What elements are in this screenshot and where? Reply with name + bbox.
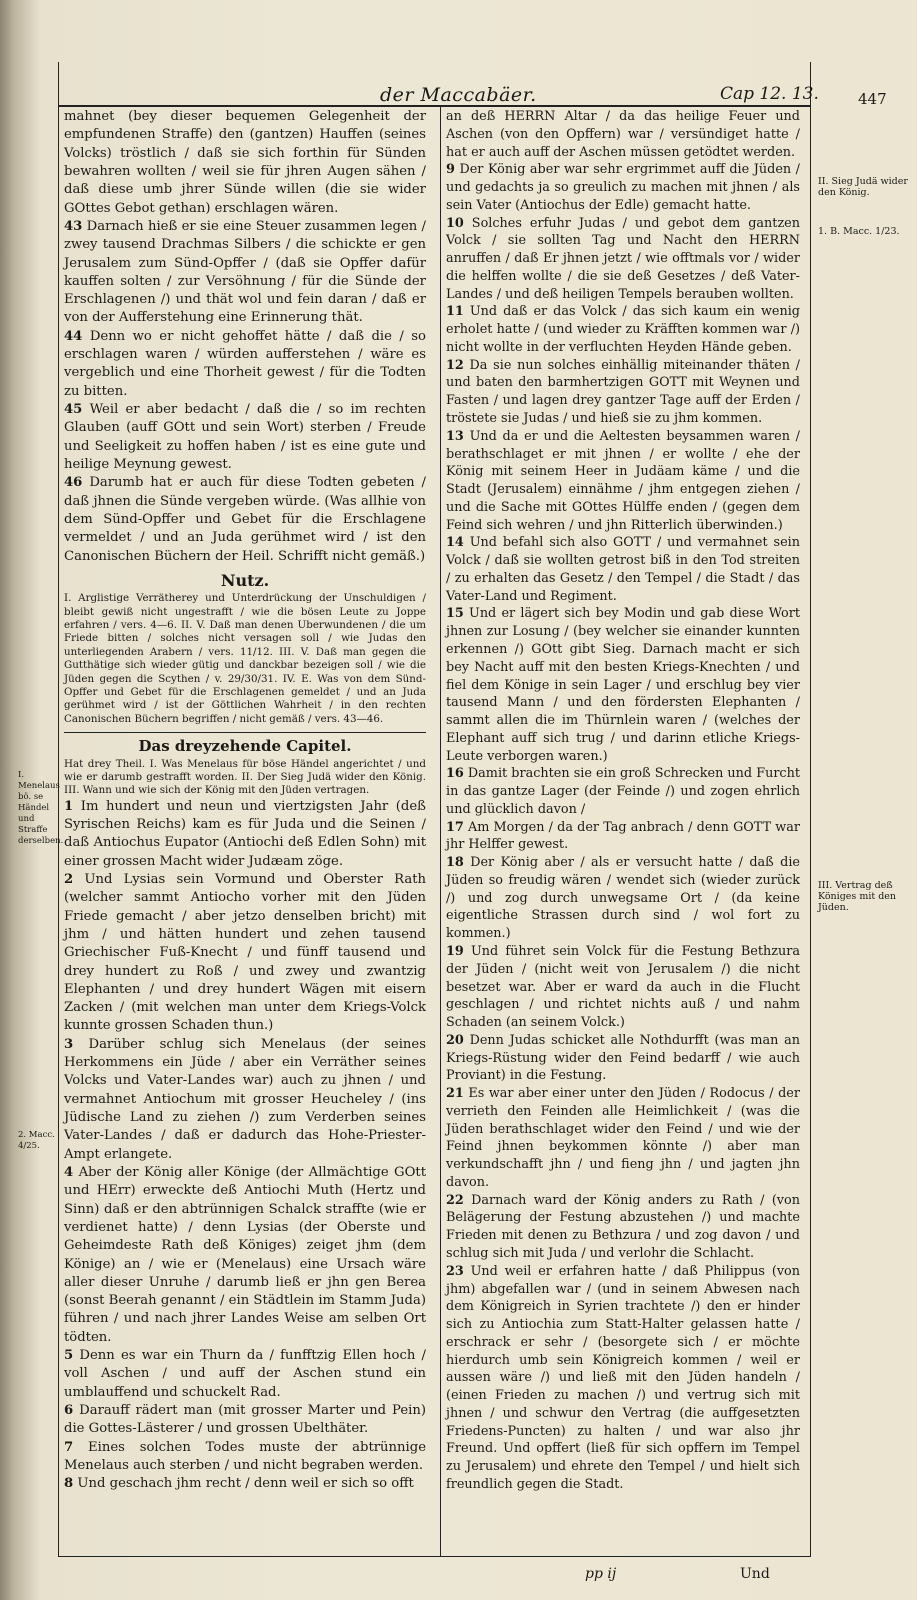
verse-18 — [446, 854, 800, 943]
column-divider — [440, 105, 441, 1556]
verse-number: 23 — [446, 1263, 464, 1279]
verse-21 — [446, 1085, 800, 1192]
verse-11 — [446, 303, 800, 356]
verse-text: Darnach hieß er sie eine Steuer zusammen legen / zwey tausend Drachmas Silbers / die schickte er gen Jerusalem zum Sünd-Opffer / (daß sie Opffer dafür kauffen solten / zur Versöhnung / für die Sünde der Erschlagenen /) und thät wol und fein daran / daß er von der Aufferstehung eine Erinnerung thät. — [64, 218, 426, 326]
verse-number: 46 — [64, 475, 83, 491]
verse-16 — [446, 765, 800, 818]
verse-text: Darnach ward der König anders zu Rath / (von Belägerung der Festung abzustehen /) und machte Frieden mit denen zu Bethzura / und zog davon / und schlug sich mit Juda / und verlohr die Schlacht. — [446, 1192, 800, 1261]
verse-text: Denn wo er nicht gehoffet hätte / daß die / so erschlagen waren / würden aufferstehen / wäre es vergeblich und eine Thorheit gewest / für die Todten zu bitten. — [64, 328, 426, 399]
verse-17 — [446, 819, 800, 855]
verse-text: Damit brachten sie ein groß Schrecken und Furcht in das gantze Lager (der Feinde /) und zogen ehrlich und glücklich davon / — [446, 766, 800, 817]
margin-note-menelaus: I. Menelaus bö. se Händel und Straffe derselben. — [18, 770, 64, 846]
chapter-verse-8 — [64, 1475, 426, 1493]
footer-rule — [58, 1556, 810, 1557]
verse-text: Und Lysias sein Vormund und Oberster Rath (welcher sammt Antiocho vorher mit den Jüden Friede gemacht / aber jetzo denselben bricht) mit jhm / und hätten hundert und zehen tausend Griechischer Fuß-Knecht / und fünff tausend und drey hundert zu Roß / und zwey und zwantzig Elephanten / und drey hundert Wägen mit eisern Zacken / (mit welchen man unter dem Kriegs-Volck kunnte grossen Schaden thun.) — [64, 871, 426, 1034]
verse-number: 18 — [446, 855, 464, 871]
margin-note-macc-ref: 2. Macc. 4/25. — [18, 1130, 55, 1151]
verse-text: Und weil er erfahren hatte / daß Philippus (von jhm) abgefallen war / (und in seinem Abwesen nach dem Königreich in Syrien trachtete /) den er hinder sich zu Antiochia zum Statt-Halter gelassen hatte / erschrack er sehr / (besorgete sich / er möchte hierdurch umb sein Königreich kommen / weil er aussen wäre /) und ließ mit den Jüden handeln / (einen Frieden zu machen /) und vertrug sich mit jhnen / und schwur den Vertrag (die auffgesetzten Friedens-Puncten) zu halten / und war also jhr Freund. Und opffert (ließ für sich opffern im Tempel zu Jerusalem) und ehrete den Tempel / und hielt sich freundlich gegen die Stadt. — [446, 1263, 800, 1492]
verse-text: Darauff rädert man (mit grosser Marter und Pein) die Gottes-Lästerer / und grossen Ubelthäter. — [64, 1403, 426, 1437]
verse-text: Da sie nun solches einhällig miteinander thäten / und baten den barmhertzigen GOTT mit Weynen und Fasten / und lagen drey gantzer Tage auff der Erden / tröstete sie Judas / und hieß sie zu jhm kommen. — [446, 357, 800, 427]
verse-44 — [64, 328, 426, 401]
verse-13 — [446, 428, 800, 535]
verse-number: 14 — [446, 535, 464, 551]
verse-text: Weil er aber bedacht / daß die / so im rechten Glauben (auff GOtt und sein Wort) sterben / Freude und Seeligkeit zu hoffen haben / ist es eine gute und heilige Meynung gewest. — [64, 402, 426, 472]
verse-number: 3 — [64, 1036, 74, 1052]
catchword: Und — [740, 1566, 770, 1582]
verse-text: Und daß er das Volck / das sich kaum ein wenig erholet hatte / (und wieder zu Kräfften kommen war /) nicht wollte in der verfluchten Heyden Hände geben. — [446, 304, 800, 355]
verse-number: 8 — [64, 1476, 74, 1492]
verse-text: Eines solchen Todes muste der abtrünnige Menelaus auch sterben / und nicht begraben werden. — [64, 1439, 427, 1473]
verse-19 — [446, 943, 800, 1032]
verse-text: Denn Judas schicket alle Nothdurfft (was man an Kriegs-Rüstung wider den Feind bedarff / wie auch Proviant) in die Festung. — [446, 1032, 800, 1084]
chapter-13-block — [64, 732, 426, 798]
chapter-verse-3 — [64, 1036, 426, 1164]
right-column — [446, 108, 800, 1494]
nutz-text: I. Arglistige Verrätherey und Unterdrückung der Unschuldigen / bleibt gewiß nicht ungestrafft / wie die bösen Leute zu Joppe erfahren / vers. 4—6. II. V. Daß man denen Uberwundenen / die um Friede bitten / solches nicht versagen soll / wie Judas den unterliegenden Arabern / vers. 11/12. III. V. Daß man gegen die Gutthätige sich wieder gütig und danckbar bezeigen soll / wie die Jüden gegen die Scythen / v. 29/30/31. IV. E. Was von dem Sünd-Opffer und Gebet für die Erschlagenen gemeldet / und an Juda gerühmet wird / ist der Göttlichen Wahrheit / in den rechten Canonischen Büchern begriffen / nicht gemäß / vers. 43—46. — [64, 592, 426, 725]
verse-number: 4 — [64, 1164, 74, 1180]
verse-15 — [446, 605, 800, 765]
verse-text: Im hundert und neun und viertzigsten Jahr (deß Syrischen Reichs) kam es für Juda und die Seinen / daß Antiochus Eupator (Antiochi deß Edlen Sohn) mit einer grossen Macht wider Judæam zöge. — [64, 798, 426, 869]
verse-text: Der König aber / als er versucht hatte / daß die Jüden so freudig wären / wendet sich (wieder zurück /) und zog durch unwegsame Ort / (da keine eigentliche Strassen durch sind / wol fort zu kommen.) — [446, 855, 800, 942]
chapter-verse-4 — [64, 1164, 426, 1347]
verse-number: 11 — [446, 304, 464, 320]
verse-number: 15 — [446, 606, 464, 622]
verse-text: Der König aber war sehr ergrimmet auff die Jüden / und gedachts ja so greulich zu machen mit jhnen / als sein Vater (Antiochus der Edle) gemacht hatte. — [446, 162, 800, 213]
right-border-rule — [810, 62, 811, 1557]
running-title: der Maccabäer. — [380, 84, 537, 106]
verse-text: Und führet sein Volck für die Festung Bethzura der Jüden / (nicht weit von Jerusalem /) die nicht besetzet war. Aber er ward da auch in die Flucht geschlagen / und richtet nichts auß / und nahm Schaden (an seinem Volck.) — [446, 943, 800, 1031]
chapter-summary: Hat drey Theil. I. Was Menelaus für böse Händel angerichtet / und wie er darumb gestrafft worden. II. Der Sieg Judä wider den König. III. Wann und wie sich der König mit den Jüden vertragen. — [64, 757, 426, 797]
verse-text: Darumb hat er auch für diese Todten gebeten / daß jhnen die Sünde vergeben würde. (Was allhie von dem Sünd-Opffer und Gebet für die Erschlagene vermeldet / und an Juda gerühmet wird / ist den Canonischen Büchern der Heil. Schrifft nicht gemäß.) — [64, 475, 426, 564]
verse-text: Es war aber einer unter den Jüden / Rodocus / der verrieth den Feinden alle Heimlichkeit / (was die Jüden berathschlaget wider den Feind / und wie der Feind jhnen beykommen könnte /) aber man verkundschafft jhn / und fieng jhn / und jagten jhn davon. — [446, 1086, 800, 1190]
chapter-verse-5 — [64, 1347, 426, 1402]
verse-text: Und befahl sich also GOTT / und vermahnet sein Volck / daß sie wollten getrost biß in den Tod streiten / zu erhalten das Gesetz / den Tempel / die Stadt / das Vater-Land und Regiment. — [446, 535, 800, 604]
verse-number: 20 — [446, 1032, 464, 1048]
verse-text: Aber der König aller Könige (der Allmächtige GOtt und HErr) erweckte deß Antiochi Muth (Hertz und Sinn) daß er den abtrünnigen Schalck straffte (wie er verdienet hatte) / denn Lysias (der Oberste und Geheimdeste Rath deß Königes) zeiget jhm (dem Könige) an / wie er (Menelaus) eine Ursach wäre aller dieser Unruhe / darumb ließ er jhn gen Berea (sonst Beerah genannt / ein Städtlein im Stamm Juda) führen / und nach jhrer Landes Weise am selben Ort tödten. — [64, 1164, 426, 1345]
verse-8-continued: an deß HERRN Altar / da das heilige Feuer und Aschen (von den Opffern) war / versündiget hatte / hat er auch auff der Aschen müssen getödtet werden. — [446, 109, 800, 160]
verse-number: 7 — [64, 1439, 74, 1455]
verse-number: 2 — [64, 871, 74, 887]
verse-number: 6 — [64, 1403, 74, 1419]
signature-mark: pp ij — [585, 1566, 617, 1582]
verse-46 — [64, 474, 426, 566]
verse-number: 22 — [446, 1192, 464, 1208]
verse-number: 45 — [64, 402, 83, 417]
verse-14 — [446, 534, 800, 605]
chapter-verse-1 — [64, 798, 426, 871]
verse-number: 12 — [446, 357, 464, 373]
chapter-heading: Cap 12. 13. — [720, 84, 819, 104]
verse-text: Und er lägert sich bey Modin und gab diese Wort jhnen zur Losung / (bey welcher sie einander kunnten erkennen /) GOtt gibt Sieg. Darnach macht er sich bey Nacht auff mit den besten Kriegs-Knechten / und fiel dem Könige in sein Lager / und erschlug bey vier tausend Mann / und den fördersten Elephanten / sammt allen die im Thürnlein waren / (welches der Elephant auff sich trug / und darinn etliche Kriegs-Leute verborgen waren.) — [446, 606, 800, 764]
verse-text: Am Morgen / da der Tag anbrach / denn GOTT war jhr Helffer gewest. — [446, 819, 800, 853]
verse-text: Und da er und die Aeltesten beysammen waren / berathschlaget er mit jhnen / er wollte / ehe der König mit seinem Heer in Judäam käme / und die Stadt (Jerusalem) einnähme / jhm entgegen ziehen / und die Sache mit GOttes Hülffe enden / (gegen dem Feind sich wehren / und jhn Ritterlich überwinden.) — [446, 428, 800, 533]
verse-22 — [446, 1192, 800, 1263]
verse-number: 10 — [446, 215, 464, 231]
verse-text: Darüber schlug sich Menelaus (der seines Herkommens ein Jüde / aber ein Verräther seines Volcks und Vater-Landes war) auch zu jhnen / und vermahnet Antiochum mit grosser Heucheley / (ins Jüdische Land zu ziehen /) zum Verderben seines Vater-Landes / daß er dadurch das Hohe-Priester-Ampt erlangete. — [64, 1036, 426, 1162]
verse-number: 5 — [64, 1348, 74, 1364]
margin-note-sieg: II. Sieg Judä wider den König. — [818, 176, 908, 198]
chapter-title: Das dreyzehende Capitel. — [138, 737, 352, 756]
verse-number: 1 — [64, 798, 74, 814]
verse-number: 9 — [446, 162, 455, 178]
verse-45 — [64, 401, 426, 474]
left-border-rule — [58, 62, 59, 1557]
chapter-verse-7 — [64, 1439, 426, 1476]
verse-text: Denn es war ein Thurn da / funfftzig Ellen hoch / voll Aschen / und auff der Aschen stund ein umblauffend und schuckelt Rad. — [64, 1348, 426, 1400]
verse-10 — [446, 215, 800, 304]
verse-9 — [446, 161, 800, 214]
verse-text: Solches erfuhr Judas / und gebot dem gantzen Volck / sie sollten Tag und Nacht den HERRN anruffen / daß Er jhnen jetzt / wie offtmals vor / wider die helffen wollte / die sie deß Gesetzes / deß Vater-Landes / und deß heiligen Tempels berauben wollten. — [446, 215, 800, 302]
margin-note-vertrag: III. Vertrag deß Königes mit den Jüden. — [818, 880, 897, 913]
chapter-verse-2 — [64, 871, 426, 1036]
margin-note-reference: 1. B. Macc. 1/23. — [818, 226, 900, 237]
left-column — [64, 108, 426, 1494]
verse-number: 16 — [446, 766, 464, 782]
verse-number: 21 — [446, 1086, 464, 1102]
verse-12 — [446, 357, 800, 428]
verse-text: Und geschach jhm recht / denn weil er sich so offt — [77, 1476, 414, 1492]
verse-43 — [64, 218, 426, 328]
verse-20 — [446, 1032, 800, 1085]
chapter-verse-6 — [64, 1402, 426, 1439]
verse-number: 13 — [446, 428, 464, 444]
verse-number: 17 — [446, 819, 464, 835]
verse-23 — [446, 1263, 800, 1494]
nutz-heading: Nutz. — [220, 570, 270, 590]
verse-42-continued: mahnet (bey dieser bequemen Gelegenheit der empfundenen Straffe) den (gantzen) Hauffen (seines Volcks) tröstlich / daß sie sich forthin für Sünden bewahren wollten / weil sie für jhren Augen sähen / daß diese umb jhrer Sünde willen (die sie wider GOttes Gebot gethan) erschlagen wären. — [64, 109, 426, 216]
verse-number: 19 — [446, 943, 464, 959]
verse-number: 43 — [64, 218, 83, 234]
page-number: 447 — [858, 90, 887, 108]
verse-number: 44 — [64, 328, 83, 344]
